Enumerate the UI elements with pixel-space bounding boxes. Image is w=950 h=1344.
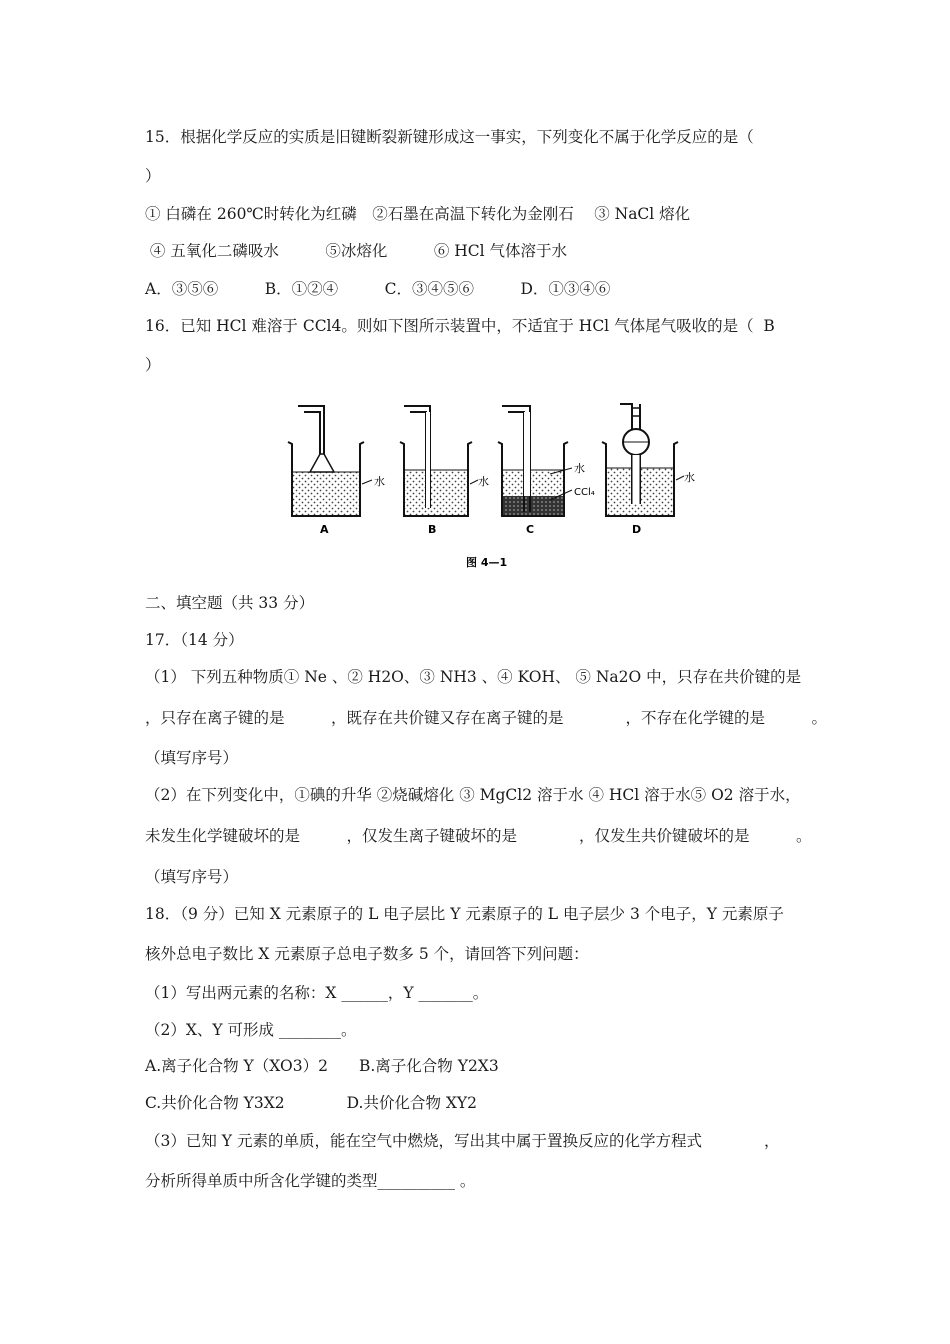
apparatus-figure [280,396,700,578]
q18-part2: （2）X、Y 可形成 ________。 [145,1021,357,1039]
water-label-a: 水 [374,475,385,488]
q18-line1: 18．（9 分）已知 X 元素原子的 L 电子层比 Y 元素原子的 L 电子层少 3 个电子，Y 元素原子 [145,905,784,923]
beaker-a [288,406,385,536]
q17-part2-line2: 未发生化学键破坏的是 ，仅发生离子键破坏的是 ，仅发生共价键破坏的是 。 [145,827,812,845]
q17-part2-hint: （填写序号） [145,868,239,886]
q16-stem-end: ） [145,356,161,374]
figure-caption: 图 4—1 [466,556,508,569]
q15-items-line1: ① 白磷在 260℃时转化为红磷 ②石墨在高温下转化为金刚石 ③ NaCl 熔化 [145,205,691,223]
beaker-d [602,404,695,536]
q16-stem: 16．已知 HCl 难溶于 CCl4。则如下图所示装置中，不适宜于 HCl 气体尾气吸收的是（ B [145,317,775,335]
water-label-c: 水 [574,462,585,475]
q17-part1-hint: （填写序号） [145,749,239,767]
q18-part3-line2: 分析所得单质中所含化学键的类型__________ 。 [145,1172,476,1190]
section-2-title: 二、填空题（共 33 分） [145,594,315,612]
q18-line2: 核外总电子数比 X 元素原子总电子数多 5 个，请回答下列问题： [145,945,589,963]
q18-part1: （1）写出两元素的名称：X ______，Y _______。 [145,984,489,1002]
water-label-b: 水 [478,475,489,488]
q18-options-cd: C.共价化合物 Y3X2 D.共价化合物 XY2 [145,1094,478,1112]
q17-header: 17．（14 分） [145,631,244,649]
beaker-b [400,406,489,536]
label-a: A [320,523,329,536]
water-label-d: 水 [684,471,695,484]
label-d: D [632,523,642,536]
ccl4-label: CCl₄ [574,487,595,498]
beaker-c [498,406,595,536]
label-b: B [428,523,437,536]
label-c: C [526,523,535,536]
q15-stem: 15．根据化学反应的实质是旧键断裂新键形成这一事实，下列变化不属于化学反应的是（ [145,128,754,146]
q15-options: A．③⑤⑥ B．①②④ C．③④⑤⑥ D．①③④⑥ [145,280,611,298]
q17-part2-line1: （2）在下列变化中，①碘的升华 ②烧碱熔化 ③ MgCl2 溶于水 ④ HCl 溶于水⑤ O2 溶于水， [145,786,801,804]
q17-part1-line1: （1） 下列五种物质① Ne 、② H2O、③ NH3 、④ KOH、 ⑤ Na2O 中，只存在共价键的是 [145,668,802,686]
q18-part3-line1: （3）已知 Y 元素的单质，能在空气中燃烧，写出其中属于置换反应的化学方程式 ， [145,1132,780,1150]
q15-stem-end: ） [145,167,161,185]
q18-options-ab: A.离子化合物 Y（XO3）2 B.离子化合物 Y2X3 [145,1057,499,1075]
q17-part1-line2: ，只存在离子键的是 ，既存在共价键又存在离子键的是 ，不存在化学键的是 。 [145,709,828,727]
q15-items-line2: ④ 五氧化二磷吸水 ⑤冰熔化 ⑥ HCl 气体溶于水 [145,242,568,260]
